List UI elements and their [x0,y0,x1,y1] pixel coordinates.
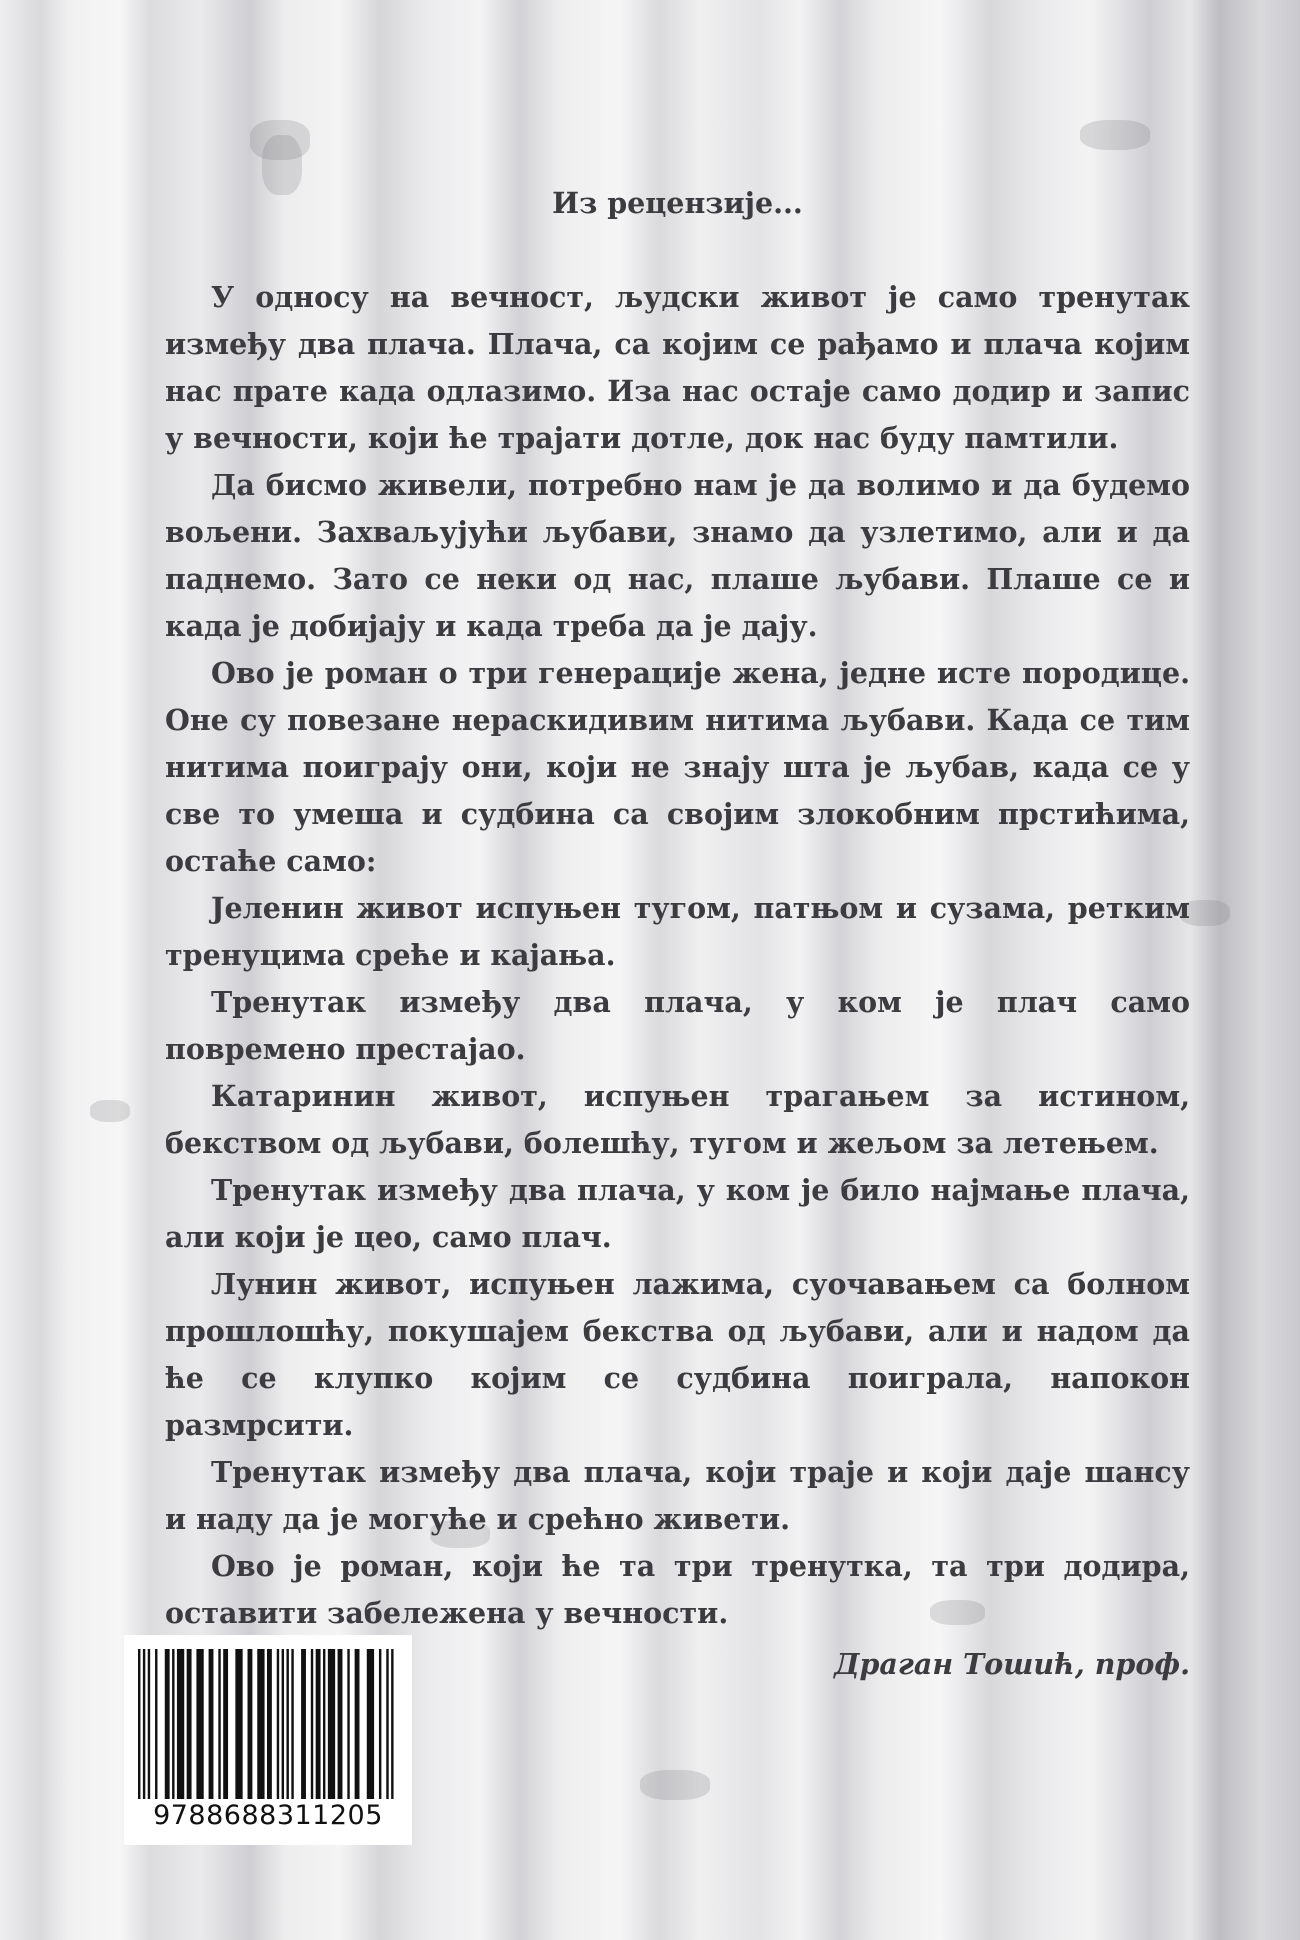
reviewer-signature: Драган Тошић, проф. [834,1647,1190,1681]
barcode-bar [291,1649,293,1799]
barcode-bar [379,1649,381,1799]
review-paragraph: Ово је роман о три генерације жена, једне исте породице. Оне су повезане нераскидивим нитима љубави. Када се тим нитима поиграју они, који не знају шта је љубав, када се у све то умеша и судбина са својим злокобним прстићима, остаће само: [165,656,1190,878]
barcode-bar [165,1649,170,1799]
barcode-bar [267,1649,272,1799]
barcode-bar [286,1649,288,1799]
barcode-bar [218,1649,220,1799]
review-paragraph: У односу на вечност, људски живот је само тренутак између два плача. Плача, са којим се рађамо и плача којим нас прате када одлазимо. Иза нас остаје само додир и запис у вечности, који ће трајати дотле, док нас буду памтили. [165,280,1190,455]
barcode-bar [148,1649,150,1799]
review-paragraph: Тренутак између два плача, у ком је плач само повремено престајао. [165,985,1190,1066]
barcode-bar [138,1649,140,1799]
barcode-bar [323,1649,325,1799]
review-text [165,180,1190,1688]
review-paragraph: Лунин живот, испуњен лажима, суочавањем са болном прошлошћу, покушајем бекства од љубави, али и надом да ће се клупко којим се судбина поиграла, напокон размрсити. [165,1267,1190,1442]
isbn-barcode [124,1635,412,1845]
barcode-bar [209,1649,214,1799]
review-heading: Из рецензије... [552,186,803,220]
barcode-bar [155,1649,157,1799]
review-paragraph: Јеленин живот испуњен тугом, патњом и сузама, ретким тренуцима среће и кајања. [165,891,1190,972]
barcode-bar [223,1649,228,1799]
barcode-bar [235,1649,242,1799]
barcode-bar [347,1649,349,1799]
barcode-bar [196,1649,203,1799]
barcode-bar [328,1649,335,1799]
barcode-bar [338,1649,343,1799]
barcode-bar [367,1649,374,1799]
review-paragraph: Катаринин живот, испуњен трагањем за истином, бекством од љубави, болешћу, тугом и жељом за летењем. [165,1079,1190,1160]
review-paragraph: Тренутак између два плача, у ком је било најмање плача, али који је цео, само плач. [165,1173,1190,1254]
barcode-bar [177,1649,184,1799]
barcode-bar [301,1649,306,1799]
barcode-bar [277,1649,279,1799]
barcode-bar [172,1649,174,1799]
barcode-bar [391,1649,393,1799]
review-paragraph: Да бисмо живели, потребно нам је да волимо и да будемо вољени. Захваљујући љубави, знамо да узлетимо, али и да паднемо. Зато се неки од нас, плаше љубави. Плаше се и када је добијају и када треба да је дају. [165,468,1190,643]
barcode-bar [282,1649,284,1799]
barcode-bar [248,1649,253,1799]
barcode-bar [316,1649,321,1799]
barcode-bar [311,1649,313,1799]
birch-bark-mark [640,1770,710,1800]
barcode-number: 9788688311205 [153,1800,383,1831]
barcode-bars [136,1649,400,1799]
review-paragraph: Ово је роман, који ће та три тренутка, та три додира, оставити забележена у вечности. [165,1549,1190,1630]
barcode-bar [143,1649,145,1799]
review-paragraph: Тренутак између два плача, који траје и који даје шансу и наду да је могуће и срећно живети. [165,1455,1190,1536]
barcode-bar [386,1649,388,1799]
birch-bark-mark [90,1100,130,1122]
barcode-bar [355,1649,360,1799]
birch-bark-mark [1080,120,1150,150]
barcode-bar [257,1649,264,1799]
barcode-bar [187,1649,192,1799]
